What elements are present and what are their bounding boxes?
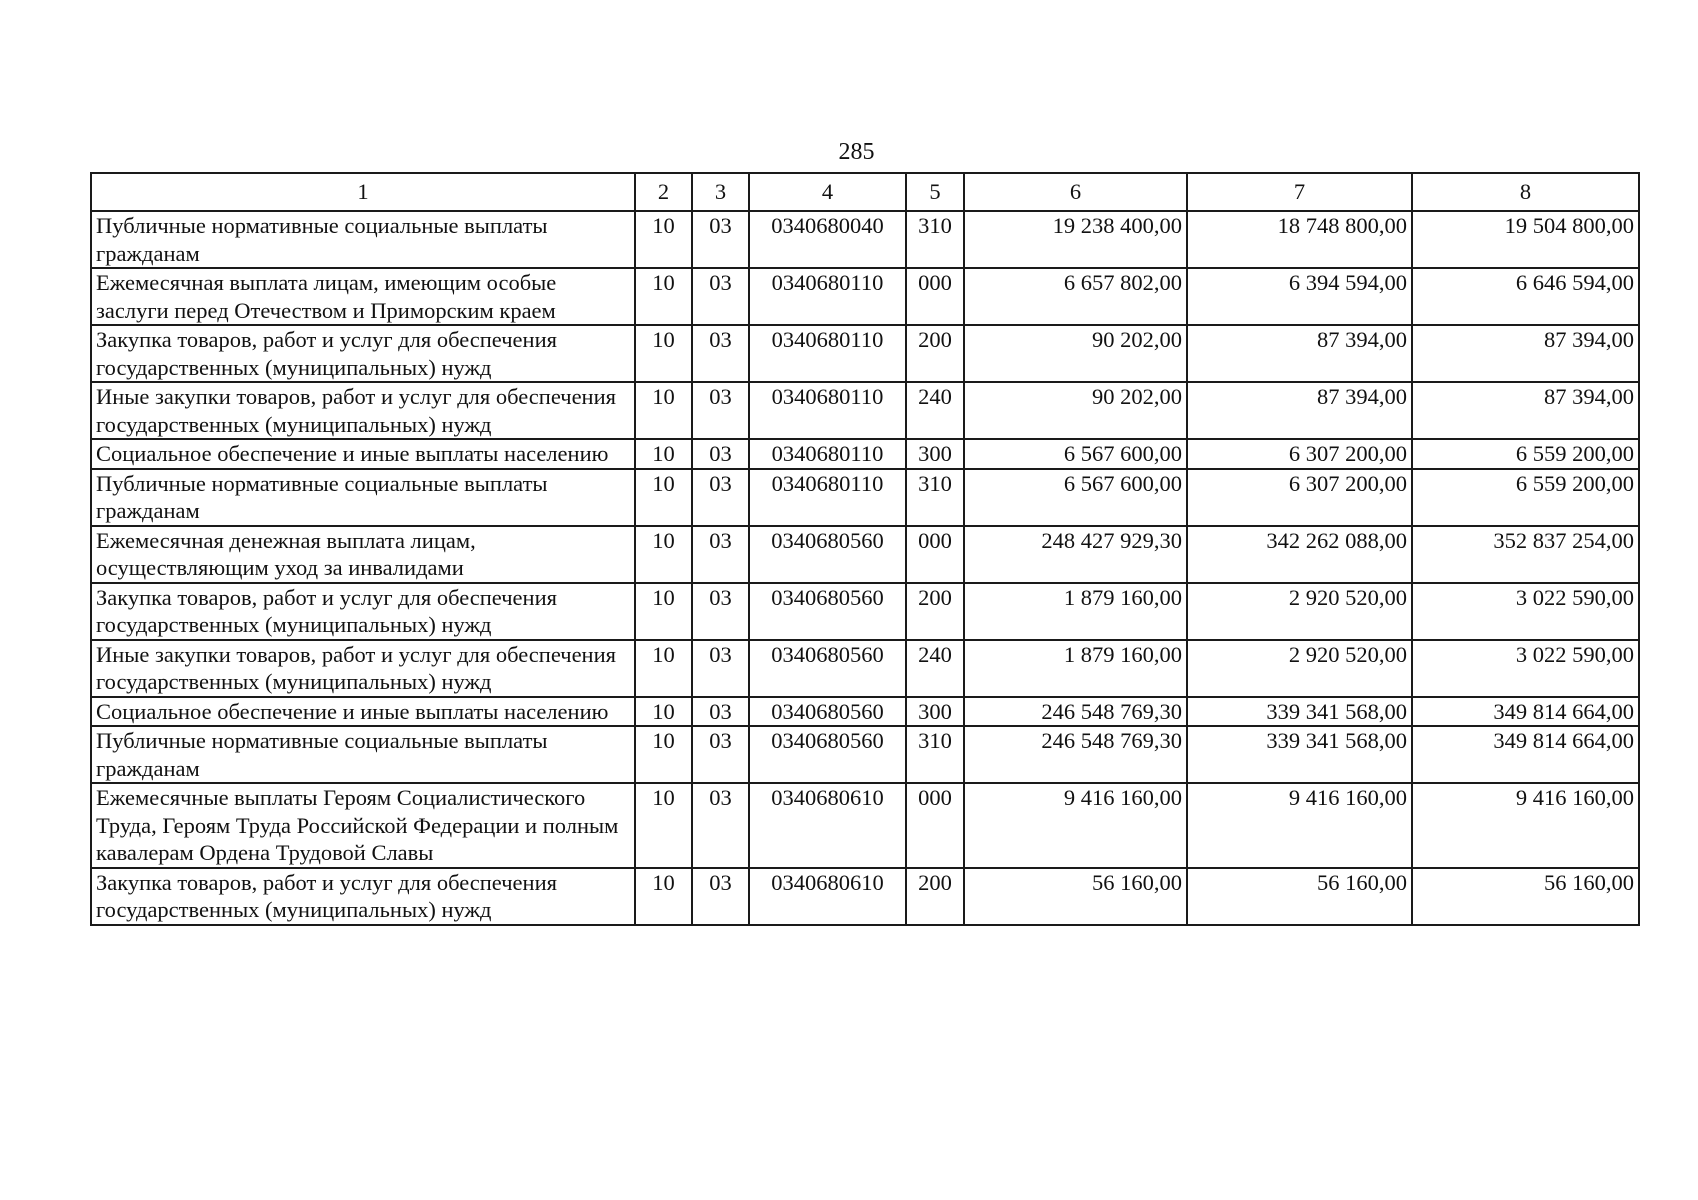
target-article-code: 0340680110 xyxy=(749,325,906,382)
amount-col-6: 6 567 600,00 xyxy=(964,439,1187,469)
amount-col-6: 6 657 802,00 xyxy=(964,268,1187,325)
expense-type-code: 200 xyxy=(906,583,964,640)
subsection-code: 03 xyxy=(692,726,749,783)
amount-col-7: 56 160,00 xyxy=(1187,868,1412,925)
amount-col-8: 6 646 594,00 xyxy=(1412,268,1639,325)
amount-col-6: 90 202,00 xyxy=(964,325,1187,382)
row-name: Закупка товаров, работ и услуг для обеспечения государственных (муниципальных) нужд xyxy=(91,325,635,382)
amount-col-6: 1 879 160,00 xyxy=(964,640,1187,697)
row-name: Социальное обеспечение и иные выплаты населению xyxy=(91,697,635,727)
amount-col-6: 9 416 160,00 xyxy=(964,783,1187,868)
page-number: 285 xyxy=(838,139,875,165)
table-row xyxy=(91,868,1639,925)
section-code: 10 xyxy=(635,640,692,697)
table-row xyxy=(91,268,1639,325)
subsection-code: 03 xyxy=(692,439,749,469)
amount-col-8: 3 022 590,00 xyxy=(1412,583,1639,640)
table-row xyxy=(91,583,1639,640)
expense-type-code: 240 xyxy=(906,640,964,697)
amount-col-8: 87 394,00 xyxy=(1412,325,1639,382)
section-code: 10 xyxy=(635,325,692,382)
row-name: Публичные нормативные социальные выплаты гражданам xyxy=(91,726,635,783)
table-row xyxy=(91,439,1639,469)
amount-col-8: 56 160,00 xyxy=(1412,868,1639,925)
amount-col-7: 6 307 200,00 xyxy=(1187,439,1412,469)
table-row xyxy=(91,526,1639,583)
expense-type-code: 310 xyxy=(906,469,964,526)
row-name: Публичные нормативные социальные выплаты гражданам xyxy=(91,211,635,268)
target-article-code: 0340680610 xyxy=(749,868,906,925)
target-article-code: 0340680610 xyxy=(749,783,906,868)
subsection-code: 03 xyxy=(692,697,749,727)
subsection-code: 03 xyxy=(692,640,749,697)
row-name: Закупка товаров, работ и услуг для обеспечения государственных (муниципальных) нужд xyxy=(91,583,635,640)
amount-col-8: 6 559 200,00 xyxy=(1412,469,1639,526)
budget-table xyxy=(90,172,1640,926)
amount-col-6: 248 427 929,30 xyxy=(964,526,1187,583)
row-name: Ежемесячная выплата лицам, имеющим особые заслуги перед Отечеством и Приморским краем xyxy=(91,268,635,325)
expense-type-code: 300 xyxy=(906,439,964,469)
column-header-7: 7 xyxy=(1187,173,1412,211)
expense-type-code: 000 xyxy=(906,268,964,325)
amount-col-8: 6 559 200,00 xyxy=(1412,439,1639,469)
amount-col-7: 2 920 520,00 xyxy=(1187,640,1412,697)
row-name: Ежемесячная денежная выплата лицам, осуществляющим уход за инвалидами xyxy=(91,526,635,583)
section-code: 10 xyxy=(635,439,692,469)
subsection-code: 03 xyxy=(692,868,749,925)
target-article-code: 0340680040 xyxy=(749,211,906,268)
amount-col-8: 349 814 664,00 xyxy=(1412,697,1639,727)
table-body xyxy=(91,211,1639,925)
expense-type-code: 200 xyxy=(906,868,964,925)
row-name: Социальное обеспечение и иные выплаты населению xyxy=(91,439,635,469)
subsection-code: 03 xyxy=(692,211,749,268)
subsection-code: 03 xyxy=(692,783,749,868)
expense-type-code: 000 xyxy=(906,526,964,583)
amount-col-8: 87 394,00 xyxy=(1412,382,1639,439)
target-article-code: 0340680560 xyxy=(749,726,906,783)
amount-col-7: 6 394 594,00 xyxy=(1187,268,1412,325)
section-code: 10 xyxy=(635,583,692,640)
column-header-1: 1 xyxy=(91,173,635,211)
target-article-code: 0340680110 xyxy=(749,469,906,526)
amount-col-6: 246 548 769,30 xyxy=(964,726,1187,783)
target-article-code: 0340680560 xyxy=(749,697,906,727)
amount-col-7: 339 341 568,00 xyxy=(1187,726,1412,783)
column-header-8: 8 xyxy=(1412,173,1639,211)
column-header-5: 5 xyxy=(906,173,964,211)
amount-col-7: 87 394,00 xyxy=(1187,325,1412,382)
amount-col-7: 6 307 200,00 xyxy=(1187,469,1412,526)
amount-col-7: 18 748 800,00 xyxy=(1187,211,1412,268)
expense-type-code: 300 xyxy=(906,697,964,727)
target-article-code: 0340680560 xyxy=(749,640,906,697)
table-row xyxy=(91,726,1639,783)
section-code: 10 xyxy=(635,783,692,868)
subsection-code: 03 xyxy=(692,583,749,640)
table-row xyxy=(91,382,1639,439)
row-name: Иные закупки товаров, работ и услуг для обеспечения государственных (муниципальных) нужд xyxy=(91,640,635,697)
section-code: 10 xyxy=(635,268,692,325)
subsection-code: 03 xyxy=(692,469,749,526)
table-row xyxy=(91,697,1639,727)
column-header-3: 3 xyxy=(692,173,749,211)
amount-col-6: 56 160,00 xyxy=(964,868,1187,925)
section-code: 10 xyxy=(635,211,692,268)
expense-type-code: 000 xyxy=(906,783,964,868)
target-article-code: 0340680560 xyxy=(749,583,906,640)
expense-type-code: 200 xyxy=(906,325,964,382)
section-code: 10 xyxy=(635,697,692,727)
row-name: Иные закупки товаров, работ и услуг для обеспечения государственных (муниципальных) нужд xyxy=(91,382,635,439)
amount-col-7: 342 262 088,00 xyxy=(1187,526,1412,583)
section-code: 10 xyxy=(635,469,692,526)
table-row xyxy=(91,211,1639,268)
amount-col-6: 90 202,00 xyxy=(964,382,1187,439)
amount-col-6: 6 567 600,00 xyxy=(964,469,1187,526)
expense-type-code: 310 xyxy=(906,726,964,783)
row-name: Ежемесячные выплаты Героям Социалистического Труда, Героям Труда Российской Федерации и полным кавалерам Ордена Трудовой Славы xyxy=(91,783,635,868)
header-row xyxy=(91,173,1639,211)
amount-col-7: 2 920 520,00 xyxy=(1187,583,1412,640)
amount-col-8: 352 837 254,00 xyxy=(1412,526,1639,583)
expense-type-code: 310 xyxy=(906,211,964,268)
amount-col-7: 9 416 160,00 xyxy=(1187,783,1412,868)
column-header-2: 2 xyxy=(635,173,692,211)
target-article-code: 0340680560 xyxy=(749,526,906,583)
table-row xyxy=(91,325,1639,382)
target-article-code: 0340680110 xyxy=(749,382,906,439)
subsection-code: 03 xyxy=(692,382,749,439)
section-code: 10 xyxy=(635,868,692,925)
amount-col-8: 9 416 160,00 xyxy=(1412,783,1639,868)
column-header-6: 6 xyxy=(964,173,1187,211)
section-code: 10 xyxy=(635,726,692,783)
section-code: 10 xyxy=(635,382,692,439)
target-article-code: 0340680110 xyxy=(749,439,906,469)
amount-col-6: 246 548 769,30 xyxy=(964,697,1187,727)
subsection-code: 03 xyxy=(692,526,749,583)
expense-type-code: 240 xyxy=(906,382,964,439)
amount-col-8: 3 022 590,00 xyxy=(1412,640,1639,697)
amount-col-6: 1 879 160,00 xyxy=(964,583,1187,640)
table-row xyxy=(91,469,1639,526)
subsection-code: 03 xyxy=(692,325,749,382)
table-row xyxy=(91,640,1639,697)
table-row xyxy=(91,783,1639,868)
amount-col-6: 19 238 400,00 xyxy=(964,211,1187,268)
amount-col-7: 339 341 568,00 xyxy=(1187,697,1412,727)
amount-col-7: 87 394,00 xyxy=(1187,382,1412,439)
amount-col-8: 19 504 800,00 xyxy=(1412,211,1639,268)
section-code: 10 xyxy=(635,526,692,583)
subsection-code: 03 xyxy=(692,268,749,325)
row-name: Закупка товаров, работ и услуг для обеспечения государственных (муниципальных) нужд xyxy=(91,868,635,925)
row-name: Публичные нормативные социальные выплаты гражданам xyxy=(91,469,635,526)
target-article-code: 0340680110 xyxy=(749,268,906,325)
amount-col-8: 349 814 664,00 xyxy=(1412,726,1639,783)
column-header-4: 4 xyxy=(749,173,906,211)
